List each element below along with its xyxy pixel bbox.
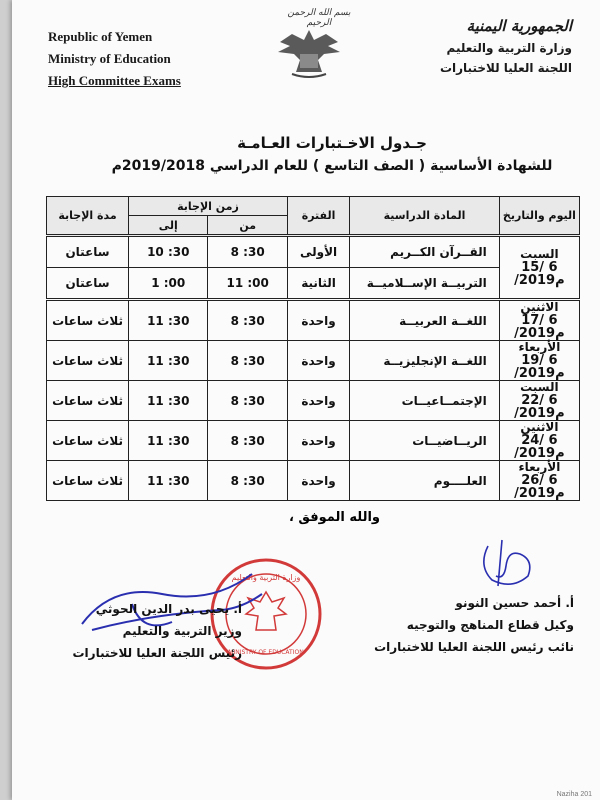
day-date-cell — [499, 421, 579, 461]
day-name: السبت — [520, 247, 559, 261]
signatory-right-title2: نائب رئيس اللجنة العليا للاختبارات — [374, 640, 574, 654]
subject-cell: الريــاضيــات — [350, 421, 500, 461]
letterhead-country-ar: الجمهورية اليمنية — [466, 17, 572, 35]
day-name: الأربعاء — [518, 340, 561, 354]
duration-cell: ثلاث ساعات — [47, 300, 129, 341]
col-header-subject: المادة الدراسية — [350, 197, 500, 236]
from-time-cell: 8 :30 — [208, 300, 287, 341]
period-cell: واحدة — [287, 341, 349, 381]
exam-date: 24/ 6 /2019م — [514, 433, 565, 461]
arabic-letterhead — [372, 14, 572, 78]
letterhead-ministry: Ministry of Education — [48, 51, 171, 66]
subject-cell: اللغــة العربيــة — [350, 300, 500, 341]
exam-date: 26/ 6 /2019م — [514, 473, 565, 501]
footer-watermark: Naziha 201 — [556, 791, 592, 798]
day-date-cell — [499, 381, 579, 421]
closing-phrase: والله الموفق ، — [288, 510, 380, 525]
day-date-cell — [499, 341, 579, 381]
to-time-cell: 1 :00 — [129, 268, 208, 300]
period-cell: الثانية — [287, 268, 349, 300]
day-date-cell — [499, 461, 579, 501]
signatory-left-title1: وزير التربية والتعليم — [122, 624, 242, 638]
duration-cell: ثلاث ساعات — [47, 421, 129, 461]
subject-cell: القــرآن الكــريم — [350, 236, 500, 268]
table-row — [47, 341, 580, 381]
table-row — [47, 461, 580, 501]
table-row — [47, 381, 580, 421]
exam-date: 15/ 6 /2019م — [514, 260, 565, 288]
yemen-eagle-emblem-icon — [274, 24, 344, 80]
from-time-cell: 8 :30 — [208, 381, 287, 421]
signatory-right-title1: وكيل قطاع المناهج والتوجيه — [406, 618, 574, 632]
exam-schedule-table — [46, 196, 580, 501]
col-header-answer-time: زمن الإجابة — [129, 197, 288, 216]
table-row — [47, 421, 580, 461]
letterhead-country: Republic of Yemen — [48, 29, 153, 44]
subject-cell: الإجتمــاعيــات — [350, 381, 500, 421]
to-time-cell: 11 :30 — [129, 300, 208, 341]
signatory-left-title2: رئيس اللجنة العليا للاختبارات — [72, 646, 242, 660]
to-time-cell: 11 :30 — [129, 381, 208, 421]
duration-cell: ثلاث ساعات — [47, 341, 129, 381]
stamp-text-bottom: MINISTRY OF EDUCATION — [228, 649, 304, 656]
subject-cell: العلــــوم — [350, 461, 500, 501]
table-row — [47, 236, 580, 268]
day-name: السبت — [520, 380, 559, 394]
letterhead-committee: High Committee Exams — [48, 73, 181, 88]
exam-date: 17/ 6 /2019م — [514, 313, 565, 341]
basmala: بسم الله الرحمن الرحيم — [287, 8, 351, 28]
duration-cell: ساعتان — [47, 236, 129, 268]
day-name: الأربعاء — [518, 460, 561, 474]
signatory-right-name: أ. أحمد حسين النونو — [455, 596, 574, 610]
col-header-duration: مدة الإجابة — [47, 197, 129, 236]
subject-cell: التربيــة الإســلاميــة — [350, 268, 500, 300]
letterhead-committee-ar: اللجنة العليا للاختبارات — [439, 61, 572, 75]
from-time-cell: 8 :30 — [208, 236, 287, 268]
letterhead-ministry-ar: وزارة التربية والتعليم — [446, 41, 572, 55]
from-time-cell: 8 :30 — [208, 421, 287, 461]
schedule-subtitle: للشهادة الأساسية ( الصف التاسع ) للعام الدراسي 2019/2018م — [111, 158, 553, 174]
from-time-cell: 8 :30 — [208, 461, 287, 501]
day-name: الاثنين — [520, 420, 559, 434]
table-row — [47, 300, 580, 341]
day-name: الاثنين — [520, 300, 559, 314]
signatory-left — [62, 598, 242, 664]
col-header-to: إلى — [129, 216, 208, 236]
handwritten-signature-right — [468, 536, 538, 592]
exam-date: 22/ 6 /2019م — [514, 393, 565, 421]
duration-cell: ساعتان — [47, 268, 129, 300]
stamp-text-top: وزارة التربية والتعليم — [231, 573, 301, 582]
to-time-cell: 11 :30 — [129, 461, 208, 501]
from-time-cell: 8 :30 — [208, 341, 287, 381]
to-time-cell: 11 :30 — [129, 421, 208, 461]
day-date-cell — [499, 300, 579, 341]
to-time-cell: 10 :30 — [129, 236, 208, 268]
day-date-cell — [499, 236, 579, 300]
period-cell: واحدة — [287, 300, 349, 341]
duration-cell: ثلاث ساعات — [47, 461, 129, 501]
period-cell: واحدة — [287, 421, 349, 461]
duration-cell: ثلاث ساعات — [47, 381, 129, 421]
col-header-from: من — [208, 216, 287, 236]
document-page — [12, 0, 600, 800]
signatory-left-name: أ. يحيى بدر الدين الحوثي — [95, 602, 242, 616]
exam-date: 19/ 6 /2019م — [514, 353, 565, 381]
to-time-cell: 11 :30 — [129, 341, 208, 381]
from-time-cell: 11 :00 — [208, 268, 287, 300]
schedule-title: جـدول الاخـتبارات العـامـة — [237, 134, 427, 152]
signatory-right — [354, 592, 574, 658]
period-cell: الأولى — [287, 236, 349, 268]
period-cell: واحدة — [287, 461, 349, 501]
period-cell: واحدة — [287, 381, 349, 421]
col-header-day-date: اليوم والتاريخ — [499, 197, 579, 236]
english-letterhead — [48, 26, 228, 92]
subject-cell: اللغــة الإنجليزيــة — [350, 341, 500, 381]
col-header-period: الفترة — [287, 197, 349, 236]
